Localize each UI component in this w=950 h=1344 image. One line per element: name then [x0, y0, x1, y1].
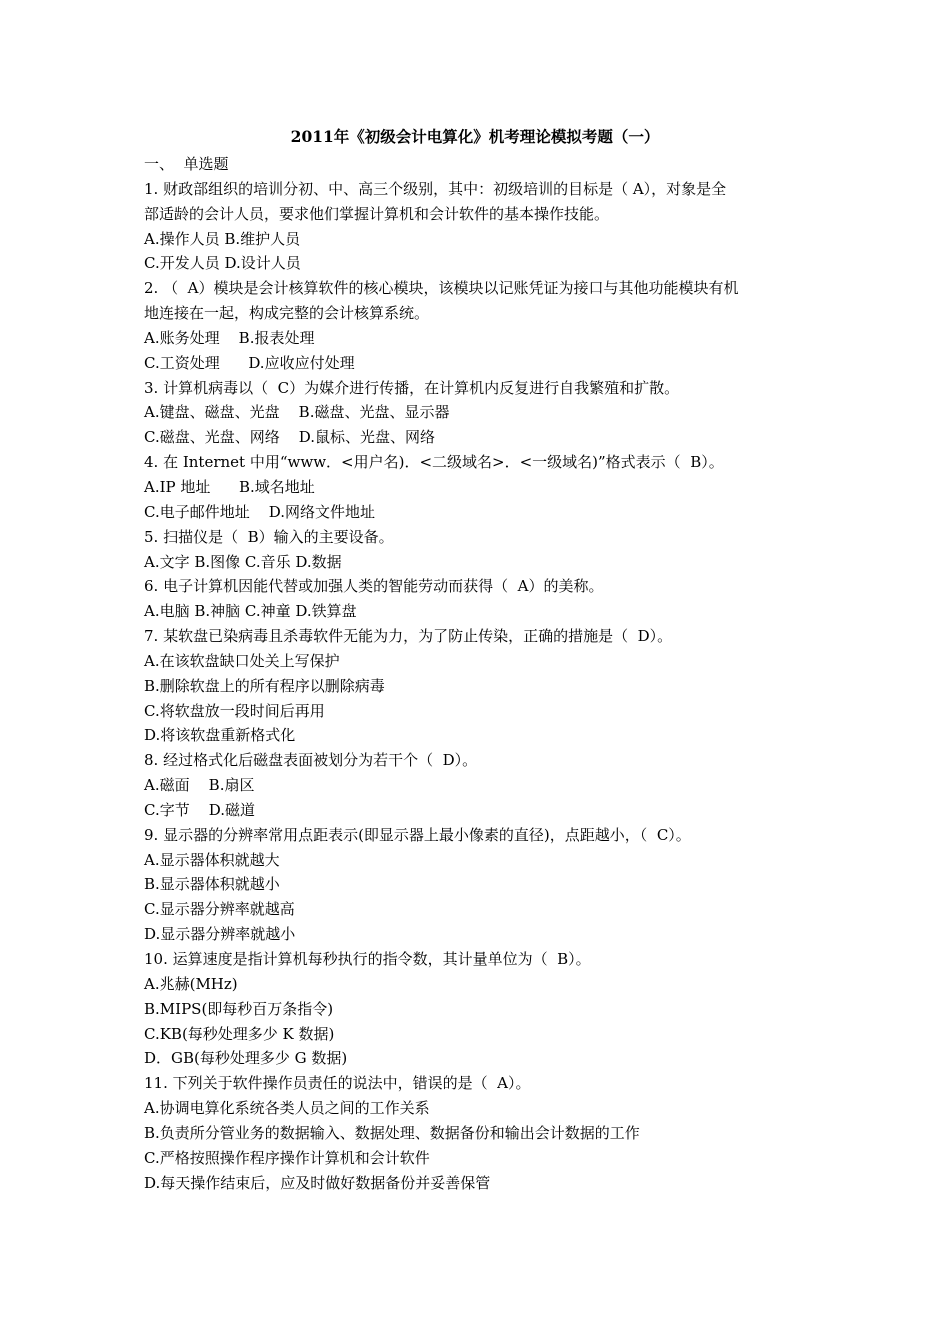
- text-line: B.显示器体积就越小: [144, 875, 280, 894]
- text-line: A.显示器体积就越大: [144, 850, 280, 869]
- text-line: A.键盘、磁盘、光盘 B.磁盘、光盘、显示器: [144, 403, 450, 422]
- text-line: 9. 显示器的分辨率常用点距表示(即显示器上最小像素的直径)，点距越小，（ C）。: [144, 825, 691, 844]
- text-line: 5. 扫描仪是（ B）输入的主要设备。: [144, 527, 394, 546]
- text-line: A.电脑 B.神脑 C.神童 D.铁算盘: [144, 602, 357, 621]
- text-line: B.MIPS(即每秒百万条指令): [144, 999, 334, 1018]
- document-title: 2011年《初级会计电算化》机考理论模拟考题（一）: [290, 127, 660, 146]
- text-line: C.开发人员 D.设计人员: [144, 254, 301, 273]
- text-line: C.将软盘放一段时间后再用: [144, 701, 325, 720]
- text-line: A.账务处理 B.报表处理: [144, 328, 315, 347]
- text-line: 10. 运算速度是指计算机每秒执行的指令数，其计量单位为（ B）。: [144, 950, 591, 968]
- text-line: B.删除软盘上的所有程序以删除病毒: [144, 676, 385, 695]
- text-line: C.电子邮件地址 D.网络文件地址: [144, 502, 376, 521]
- text-line: 2. （ A）模块是会计核算软件的核心模块，该模块以记账凭证为接口与其他功能模块有机: [144, 279, 739, 298]
- document-body: [144, 152, 814, 1195]
- text-line: A.文字 B.图像 C.音乐 D.数据: [144, 552, 342, 571]
- text-line: 4. 在 Internet 中用“www．<用户名)．<二级域名>．<一级域名)”格式表示（ B）。: [144, 453, 724, 472]
- text-line: 地连接在一起，构成完整的会计核算系统。: [144, 304, 430, 323]
- text-line: C.字节 D.磁道: [144, 800, 256, 819]
- text-line: 一、 单选题: [144, 155, 229, 173]
- text-line: D.显示器分辨率就越小: [144, 925, 296, 944]
- text-line: 6. 电子计算机因能代替或加强人类的智能劳动而获得（ A）的美称。: [144, 577, 604, 596]
- text-line: D.每天操作结束后，应及时做好数据备份并妥善保管: [144, 1173, 491, 1192]
- text-line: 8. 经过格式化后磁盘表面被划分为若干个（ D）。: [144, 751, 478, 770]
- text-line: D.将该软盘重新格式化: [144, 726, 296, 745]
- text-line: C.工资处理 D.应收应付处理: [144, 353, 355, 372]
- text-line: 1. 财政部组织的培训分初、中、高三个级别，其中：初级培训的目标是（ A），对象是全: [144, 179, 727, 198]
- text-line: A.操作人员 B.维护人员: [144, 229, 301, 248]
- text-line: A.磁面 B.扇区: [144, 776, 255, 795]
- text-line: A.在该软盘缺口处关上写保护: [144, 651, 340, 670]
- text-line: 11. 下列关于软件操作员责任的说法中，错误的是（ A）。: [144, 1074, 531, 1093]
- text-line: A.IP 地址 B.域名地址: [144, 477, 315, 496]
- text-line: 部适龄的会计人员，要求他们掌握计算机和会计软件的基本操作技能。: [144, 204, 610, 223]
- text-line: 3. 计算机病毒以（ C）为媒介进行传播，在计算机内反复进行自我繁殖和扩散。: [144, 378, 680, 397]
- text-line: C.严格按照操作程序操作计算机和会计软件: [144, 1148, 430, 1167]
- text-line: A.兆赫(MHz): [144, 974, 238, 993]
- text-line: C.磁盘、光盘、网络 D.鼠标、光盘、网络: [144, 428, 436, 447]
- text-line: C.显示器分辨率就越高: [144, 900, 295, 919]
- text-line: D．GB(每秒处理多少 G 数据): [144, 1049, 348, 1068]
- text-line: B.负责所分管业务的数据输入、数据处理、数据备份和输出会计数据的工作: [144, 1123, 640, 1142]
- text-line: C.KB(每秒处理多少 K 数据): [144, 1024, 335, 1043]
- text-line: A.协调电算化系统各类人员之间的工作关系: [144, 1099, 430, 1118]
- text-line: 7. 某软盘已染病毒且杀毒软件无能为力，为了防止传染，正确的措施是（ D）。: [144, 627, 673, 646]
